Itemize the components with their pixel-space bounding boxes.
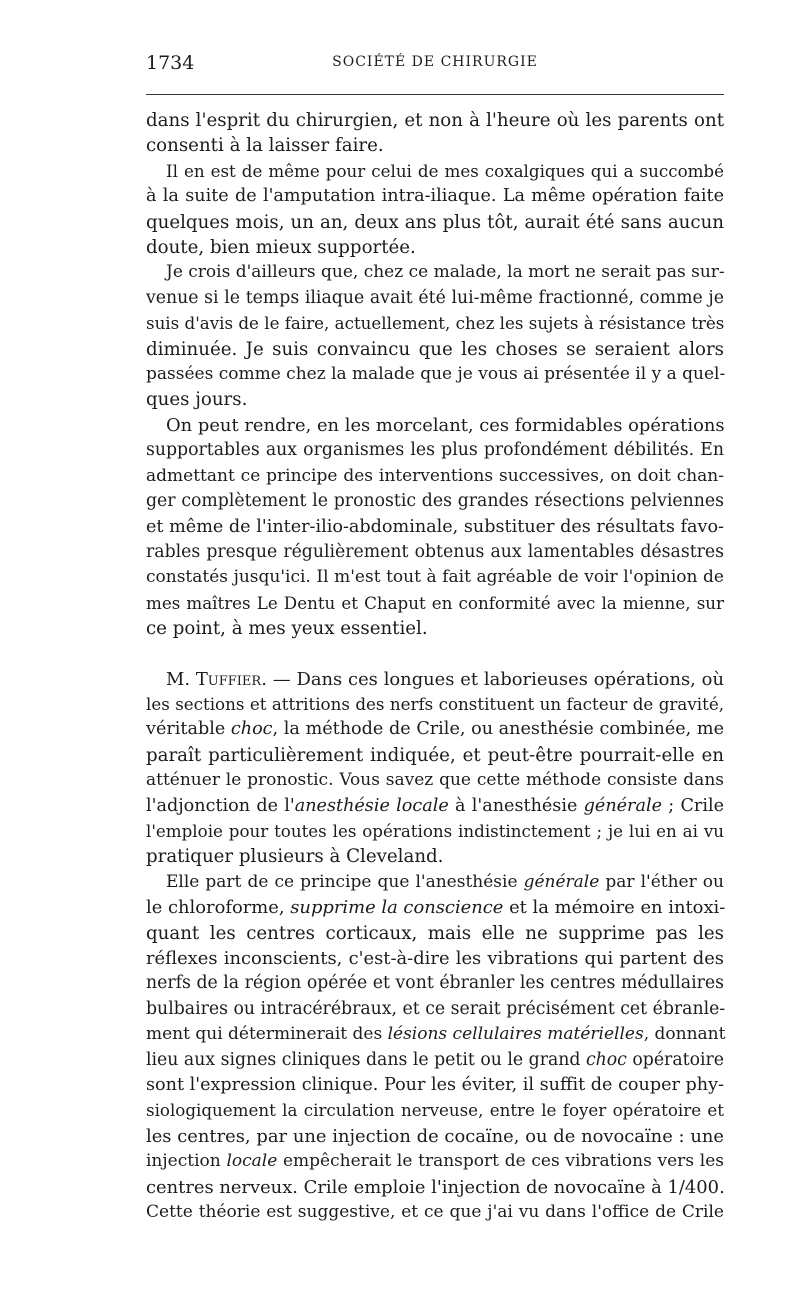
text-line: dans l'esprit du chirurgien, et non à l'heure où les parents ont (146, 110, 724, 131)
paragraph (146, 159, 724, 261)
text-line: ger complètement le pronostic des grandes résections pelviennes (146, 491, 724, 512)
text-line: admettant ce principe des interventions successives, on doit chan- (146, 465, 724, 486)
italic-term: choc (230, 719, 273, 740)
text-line: venue si le temps iliaque avait été lui-même fractionné, comme je (146, 287, 724, 308)
text-line: mes maîtres Le Dentu et Chaput en conformité avec la mienne, sur (146, 592, 724, 613)
text-line: les centres, par une injection de cocaïne, ou de novocaïne : une (146, 1125, 724, 1147)
text-line: passées comme chez la malade que je vous ai présentée il y a quel- (146, 364, 726, 385)
italic-term: choc (585, 1049, 627, 1070)
text-line: bulbaires ou intracérébraux, et ce serait précisément cet ébranle- (146, 998, 726, 1019)
text-line: paraît particulièrement indiquée, et peut-être pourrait-elle en (146, 744, 724, 766)
paragraph (146, 413, 724, 642)
text-line: réflexes inconscients, c'est-à-dire les vibrations qui partent des (146, 948, 724, 969)
paragraph (146, 667, 724, 870)
text-line: pratiquer plusieurs à Cleveland. (146, 846, 444, 868)
body-text (146, 108, 724, 1225)
text-line: et même de l'inter-ilio-abdominale, substituer des résultats favo- (146, 516, 724, 537)
italic-term: anesthésie locale (294, 795, 449, 816)
header-rule (146, 94, 724, 95)
text-line: siologiquement la circulation nerveuse, entre le foyer opératoire et (146, 1100, 724, 1121)
speaker-name: M. Tuffier. (166, 668, 267, 690)
italic-term: générale (583, 795, 662, 816)
paragraph-gap (146, 642, 724, 667)
text-line: centres nerveux. Crile emploie l'injection de novocaïne à 1/400. (146, 1176, 725, 1198)
paragraph (146, 108, 724, 159)
text-line: Je crois d'ailleurs que, chez ce malade, la mort ne serait pas sur- (166, 262, 725, 283)
italic-term: lésions cellulaires matérielles (387, 1024, 644, 1045)
text-line: suis d'avis de le faire, actuellement, chez les sujets à résistance très (146, 313, 725, 334)
text-line: l'emploie pour toutes les opérations indistinctement ; je lui en ai vu (146, 820, 724, 841)
italic-term: supprime la conscience (290, 897, 504, 919)
page-number: 1734 (146, 52, 195, 74)
text-line: Il en est de même pour celui de mes coxalgiques qui a succombé (166, 160, 724, 181)
text-line: nerfs de la région opérée et vont ébranler les centres médullaires (146, 973, 724, 994)
italic-term: locale (226, 1151, 278, 1172)
text-line: constatés jusqu'ici. Il m'est tout à fait agréable de voir l'opinion de (146, 567, 724, 588)
text-line: l'adjonction de l'anesthésie locale à l'anesthésie générale ; Crile (146, 795, 724, 816)
text-line: le chloroforme, supprime la conscience et la mémoire en intoxi- (146, 897, 726, 919)
text-line: Elle part de ce principe que l'anesthésie générale par l'éther ou (166, 871, 724, 892)
text-line: injection locale empêcherait le transport de ces vibrations vers les (146, 1151, 724, 1172)
text-line: atténuer le pronostic. Vous savez que cette méthode consiste dans (146, 770, 724, 791)
running-title: SOCIÉTÉ DE CHIRURGIE (332, 54, 538, 70)
text-line: Cette théorie est suggestive, et ce que j'ai vu dans l'office de Crile (146, 1202, 724, 1223)
text-line: supportables aux organismes les plus profondément débilités. En (146, 440, 724, 461)
text-line: doute, bien mieux supportée. (146, 237, 416, 259)
text-line: diminuée. Je suis convaincu que les choses se seraient alors (146, 338, 724, 360)
text-line: quelques mois, un an, deux ans plus tôt, aurait été sans aucun (146, 211, 724, 233)
text-line: consenti à la laisser faire. (146, 135, 384, 157)
text-line: ment qui déterminerait des lésions cellulaires matérielles, donnant (146, 1024, 726, 1045)
text-line: M. Tuffier. — Dans ces longues et laborieuses opérations, où (166, 668, 724, 690)
text-line: On peut rendre, en les morcelant, ces formidables opérations (166, 414, 725, 436)
text-line: rables presque régulièrement obtenus aux lamentables désastres (146, 541, 724, 562)
paragraph (146, 260, 724, 412)
text-line: les sections et attritions des nerfs constituent un facteur de gravité, (146, 693, 724, 714)
text-line: ques jours. (146, 389, 248, 411)
paragraph (146, 870, 724, 1226)
text-line: quant les centres corticaux, mais elle ne supprime pas les (146, 922, 724, 944)
text-line: à la suite de l'amputation intra-iliaque. La même opération faite (146, 186, 724, 207)
page-header (146, 52, 724, 76)
text-line: véritable choc, la méthode de Crile, ou anesthésie combinée, me (146, 719, 724, 740)
text-line: lieu aux signes cliniques dans le petit ou le grand choc opératoire (146, 1049, 724, 1070)
text-line: sont l'expression clinique. Pour les éviter, il suffit de couper phy- (146, 1075, 724, 1096)
text-line: ce point, à mes yeux essentiel. (146, 618, 428, 640)
italic-term: générale (523, 871, 600, 892)
